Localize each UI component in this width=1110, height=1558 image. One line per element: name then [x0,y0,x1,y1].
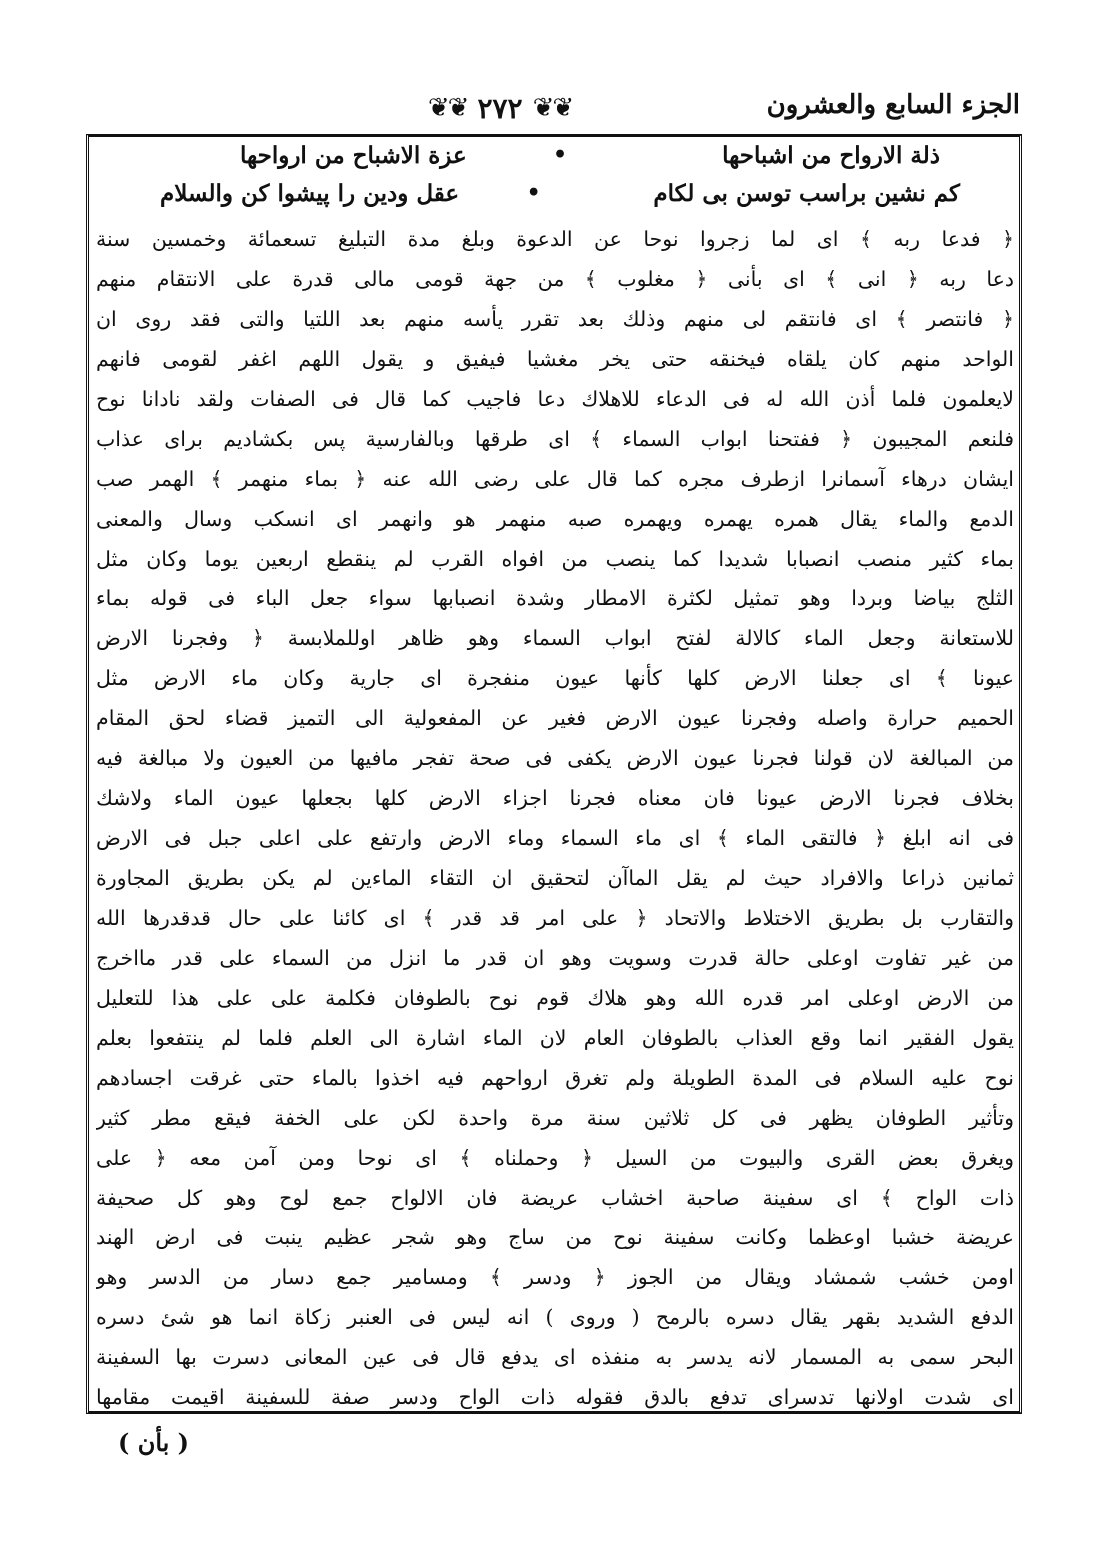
text-line: فى انه ابلغ ﴿ فالتقى الماء ﴾ اى ماء السماء وماء الارض وارتفع على اعلى جبل فى الارض [96,826,1014,851]
text-line: نوح عليه السلام فى المدة الطويلة ولم تغرق ارواحهم فيه اخذوا بالماء حتى غرقت اجسادهم [96,1065,1014,1090]
text-line: ﴿ فانتصر ﴾ اى فانتقم لى منهم وذلك بعد تقرر يأسه منهم بعد اللتيا والتى فقد روى ان [96,306,1014,331]
text-line: الحميم حرارة واصله وفجرنا عيون الارض فغير عن المفعولية الى التميز قضاء لحق المقام [96,706,1014,731]
text-line: من المبالغة لان قولنا فجرنا عيون الارض يكفى فى صحة تفجر مافيها من العيون ولا مبالغة فيه [96,746,1014,771]
text-line: وتأثير الطوفان يظهر فى كل ثلاثين سنة مرة واحدة لكن على الخفة فيقع مطر كثير [96,1105,1014,1130]
text-line: ثمانين ذراعا والافراد حيث لم يقل الماآن لتحقيق ان التقاء الماءين لم يكن بطريق المجاورة [96,866,1014,890]
page-header [90,88,1020,134]
text-line: من الارض اوعلى امر قدره الله وهو هلاك قوم نوح بالطوفان فكلمة على على هذا للتعليل [96,985,1014,1010]
right-ornament-icon: ❦❦ [532,93,573,123]
text-line: اومن خشب شمشاد ويقال من الجوز ﴿ ودسر ﴾ ومسامير جمع دسار من الدسر وهو [96,1265,1014,1290]
verse-right-hemistich: ذلة الارواح من اشباحها [722,142,940,169]
text-line: ايشان درهاء آسمانرا ازطرف مجره كما قال على رضى الله عنه ﴿ بماء منهمر ﴾ الهمر صب [96,466,1014,491]
verse-line [120,138,1000,176]
page-number: ٢٧٢ [477,91,523,125]
text-line: والتقارب بل بطريق الاختلاط والاتحاد ﴿ على امر قد قدر ﴾ اى كائنا على حال قدقدرها الله [96,905,1014,930]
text-line: الثلج بياضا وبردا وهو تمثيل لكثرة الامطار وشدة انصبابها سواء جعل الباء فى قوله بماء [96,586,1014,611]
verse-left-hemistich: عزة الاشباح من ارواحها [240,142,467,169]
text-line: اى شدت اولانها تدسراى تدفع بالدق فقوله ذات الواح ودسر صفة للسفينة اقيمت مقامها [96,1385,1014,1410]
text-line: فلنعم المجيبون ﴿ ففتحنا ابواب السماء ﴾ اى طرقها وبالفارسية پس بكشاديم براى عذاب [96,426,1014,451]
text-line: بخلاف فجرنا الارض عيونا فان معناه فجرنا اجزاء الارض كلها بجعلها عيون الماء ولاشك [96,786,1014,811]
verse-left-hemistich: عقل ودين را پيشوا كن والسلام [160,180,460,207]
text-line: يقول الفقير انما وقع العذاب بالطوفان العام لان الماء اشارة الى العلم فلما لم ينتفعوا بعلم [96,1025,1014,1050]
verse-separator: • [552,142,568,168]
running-title: الجزء السابع والعشرون [766,90,1020,120]
verse-right-hemistich: كم نشين براسب توسن بى لكام [653,180,960,207]
text-line: الدفع الشديد بقهر يقال دسره بالرمح ( وروى ) انه ليس فى العنبر زكاة انما هو شئ دسره [96,1305,1014,1330]
commentary-body [96,220,1014,1418]
text-line: دعا ربه ﴿ انى ﴾ اى بأنى ﴿ مغلوب ﴾ من جهة قومى مالى قدرة على الانتقام منهم [96,266,1014,291]
text-line: البحر سمى به المسمار لانه يدسر به منفذه اى يدفع قال فى عين المعانى دسرت بها السفينة [96,1345,1014,1370]
text-line: من غير تفاوت اوعلى حالة قدرت وسويت وهو ان قدر ما انزل من السماء على قدر مااخرج [96,945,1014,970]
text-line: للاستعانة وجعل الماء كالالة لفتح ابواب السماء وهو ظاهر اوللملابسة ﴿ وفجرنا الارض [96,626,1014,651]
text-line: ذات الواح ﴾ اى سفينة صاحبة اخشاب عريضة فان الالواح جمع لوح وهو كل صحيفة [96,1185,1014,1210]
text-line: ويغرق بعض القرى والبيوت من السيل ﴿ وحملناه ﴾ اى نوحا ومن آمن معه ﴿ على [96,1145,1014,1170]
text-line: الواحد منهم كان يلقاه فيخنقه حتى يخر مغشيا فيفيق و يقول اللهم اغفر لقومى فانهم [96,346,1014,371]
verse-line [120,176,1000,214]
catchword: ( بأن ) [118,1428,190,1457]
text-line: لايعلمون فلما أذن الله له فى الدعاء للاهلاك دعا فاجيب كما قال فى الصفات ولقد نادانا نوح [96,386,1014,411]
text-line: الدمع والماء يقال همره يهمره ويهمره صبه منهمر هو وانهمر اى انسكب وسال والمعنى [96,506,1014,531]
left-ornament-icon: ❦❦ [427,93,468,123]
verse-block [120,138,1000,214]
text-line: بماء كثير منصب انصبابا شديدا كما ينصب من افواه القرب لم ينقطع اربعين يوما وكان مثل [96,546,1014,571]
text-line: عريضة خشبا اوعظما وكانت سفينة نوح من ساج وهو شجر عظيم ينبت فى ارض الهند [96,1225,1014,1250]
verse-separator: • [526,180,541,206]
text-line: ﴿ فدعا ربه ﴾ اى لما زجروا نوحا عن الدعوة وبلغ مدة التبليغ تسعمائة وخمسين سنة [96,227,1014,251]
page-number-group [380,88,620,128]
text-line: عيونا ﴾ اى جعلنا الارض كلها كأنها عيون منفجرة اى جارية وكان ماء الارض مثل [96,666,1014,691]
